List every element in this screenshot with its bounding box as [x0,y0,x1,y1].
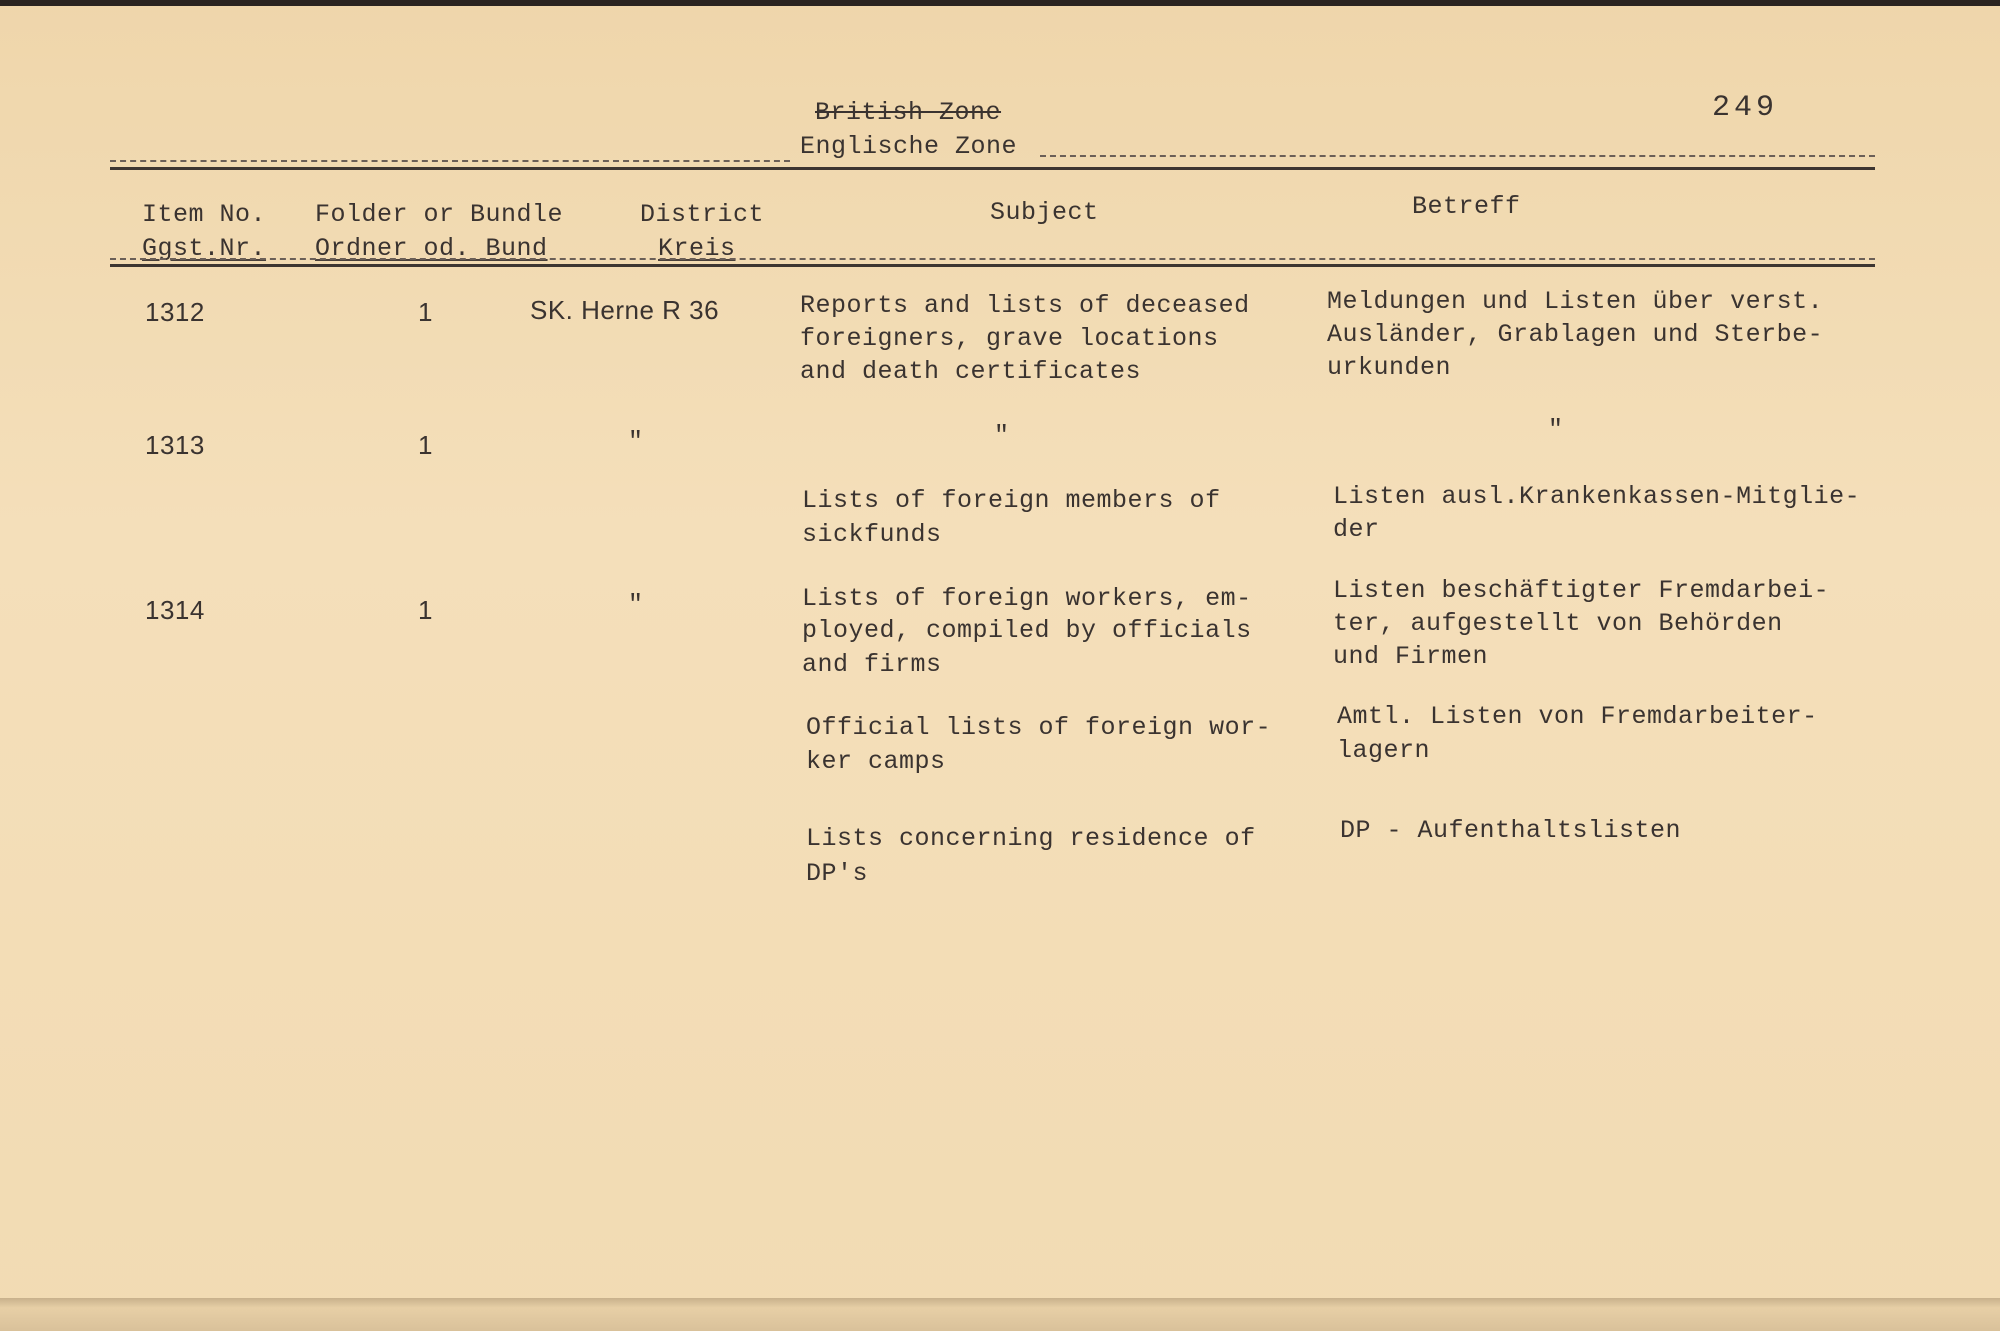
row-1314-subject-4: Official lists of foreign wor- [806,713,1272,742]
row-1312-subject-1: Reports and lists of deceased [800,291,1250,320]
page-top-edge [0,0,2000,6]
row-1313-item: 1313 [145,430,205,460]
col-district-en: District [640,200,765,229]
header-dash-right [1040,155,1875,157]
row-1313-betreff-2: der [1333,515,1380,544]
col-subject: Subject [990,198,1099,227]
row-1314-subject-1: Lists of foreign workers, em- [802,584,1252,613]
row-1314-district: " [628,590,644,619]
row-1314-subject-2: ployed, compiled by officials [802,616,1252,645]
row-1314-betreff-4: Amtl. Listen von Fremdarbeiter- [1337,702,1818,731]
row-1314-betreff-1: Listen beschäftigter Fremdarbei- [1333,576,1830,605]
row-1312-item: 1312 [145,297,205,327]
row-1313-subject-2: sickfunds [802,520,942,549]
header-rule [110,167,1875,170]
row-1314-folder: 1 [418,595,433,625]
col-item-de: Ggst.Nr. [142,234,267,263]
row-1312-subject-2: foreigners, grave locations [800,324,1219,353]
row-1313-subject-ditto: " [994,421,1010,450]
columns-dash-rule [110,258,1875,260]
col-betreff: Betreff [1412,192,1521,221]
row-1312-subject-3: and death certificates [800,357,1142,386]
page-number: 249 [1712,91,1779,125]
row-1314-betreff-3: und Firmen [1333,642,1489,671]
col-folder-en: Folder or Bundle [315,200,564,229]
row-1314-subject-5: ker camps [806,747,946,776]
row-1314-subject-6: Lists concerning residence of [806,824,1256,853]
col-item-en: Item No. [142,200,267,229]
zone-title-english: British Zone [815,98,1002,127]
row-1313-district: " [628,427,644,456]
row-1313-folder: 1 [418,430,433,460]
col-folder-de: Ordner od. Bund [315,234,548,263]
col-district-de: Kreis [658,234,736,263]
row-1313-betreff-ditto: " [1548,415,1564,444]
row-1314-betreff-5: lagern [1337,736,1431,765]
row-1312-folder: 1 [418,297,433,327]
header-dash-left [110,160,790,162]
row-1314-subject-7: DP's [806,859,869,888]
row-1314-betreff-6: DP - Aufenthaltslisten [1340,816,1682,845]
row-1314-betreff-2: ter, aufgestellt von Behörden [1333,609,1783,638]
row-1314-item: 1314 [145,595,205,625]
row-1313-betreff-1: Listen ausl.Krankenkassen-Mitglie- [1333,482,1861,511]
row-1314-subject-3: and firms [802,650,942,679]
page-bottom-shadow [0,1298,2000,1331]
row-1313-subject-1: Lists of foreign members of [802,486,1221,515]
row-1312-betreff-1: Meldungen und Listen über verst. [1327,287,1824,316]
row-1312-betreff-2: Ausländer, Grablagen und Sterbe- [1327,320,1824,349]
zone-title-german: Englische Zone [800,132,1018,161]
columns-rule [110,264,1875,267]
row-1312-district: SK. Herne R 36 [530,295,720,325]
row-1312-betreff-3: urkunden [1327,353,1452,382]
